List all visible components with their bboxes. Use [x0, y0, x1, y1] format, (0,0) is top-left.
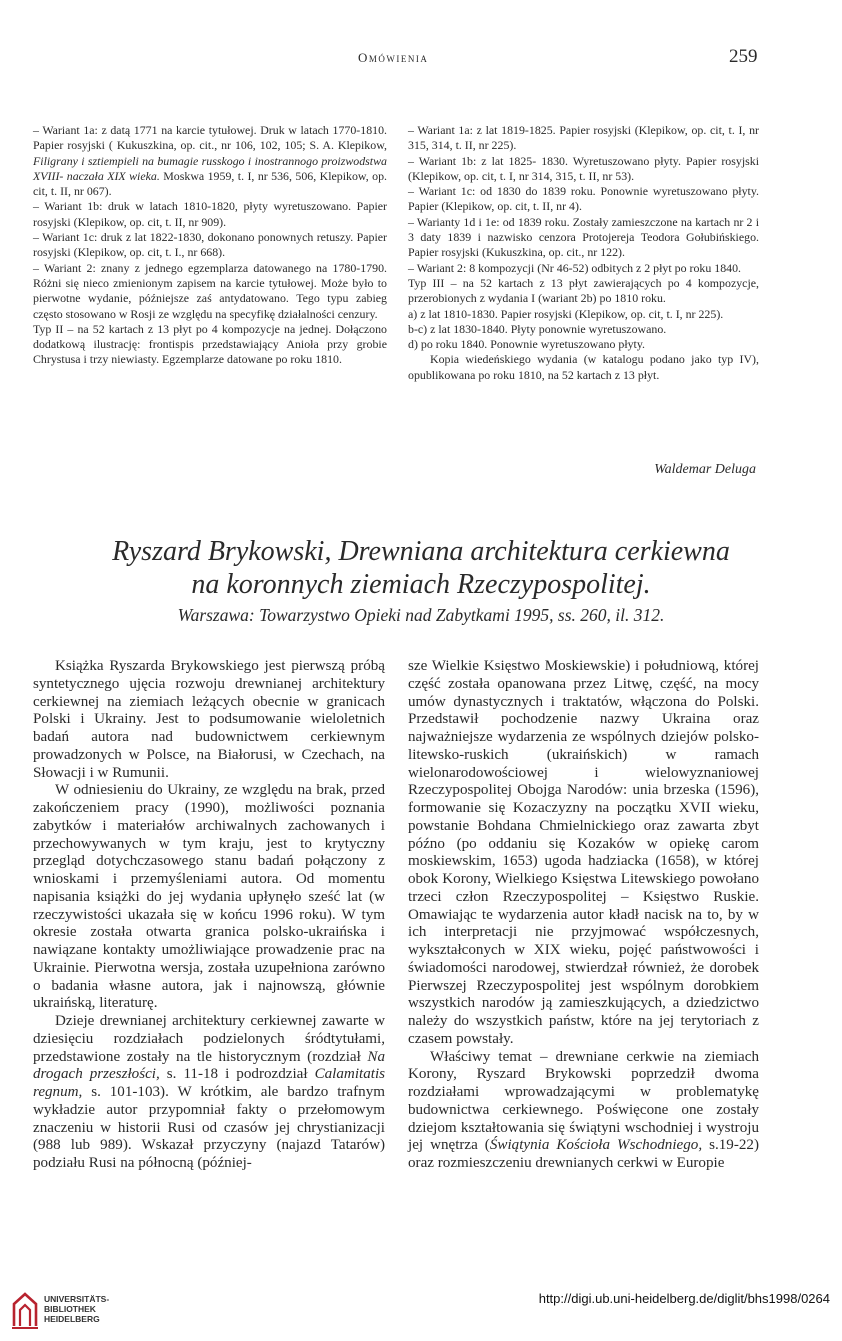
review-title-line1: Ryszard Brykowski, Drewniana architektura cerkiewna — [112, 536, 730, 567]
body-paragraph: sze Wielkie Księstwo Moskiewskie) i południową, której część została opanowana przez Litwę, część, na mocy umów dynastycznych i traktatów, włączona do Polski. Przedstawił pochodzenie nazwy Ukraina oraz najważniejsze wydarzenia ze wspólnych dziejów polsko-litewsko-ruskich (ukraińskich) w ramach wielonarodowościowej i wielowyznaniowej Rzeczypospolitej Obojga Narodów: unia brzeska (1596), formowanie się Kozaczyzny na początku XVII wieku, powstanie Bohdana Chmielnickiego oraz zawarta zbyt późno (po oddaniu się Kozaków w opiekę carom moskiewskim, 1653) ugoda hadziacka (1658), w której obok Korony, Wielkiego Księstwa Litewskiego powołano trzeci człon Rzeczypospolitej – Księstwo Ruskie. Omawiając te wydarzenia autor kładł nacisk na to, by w ich interpretacji nie przyjmować współczesnych, wykształconych w XIX wieku, pojęć państwowości i świadomości narodowej, stwierdzał również, że dorobek Pierwszej Rzeczypospolitej jest wspólnym dorobkiem wszystkich narodów ją zamieszkujących, a dziedzictwo należy do wszystkich państw, które na jej terytoriach z czasem powstały. — [408, 658, 759, 1047]
page-number: 259 — [729, 46, 758, 67]
note-paragraph: Typ II – na 52 kartach z 13 płyt po 4 kompozycje na jednej. Dołączono dodatkową ilustrację: frontispis przedstawiający Anioła przy grobie Chrystusa i trzy niewiasty. Egzemplarze datowane po roku 1810. — [33, 321, 387, 367]
note-paragraph: – Wariant 1c: od 1830 do 1839 roku. Ponownie wyretuszowano płyty. Papier (Klepikow, op. cit, t. II, nr 4). — [408, 184, 759, 214]
notes-right-column — [408, 123, 759, 383]
note-paragraph: – Wariant 1a: z datą 1771 na karcie tytułowej. Druk w latach 1770-1810. Papier rosyjski ( Kukuszkina, op. cit., nr 106, 102, 105; S. A. Klepikow, Filigrany i sztiempieli na bumagie russkogo i inostrannogo proizwodstwa XVIII- naczała XIX wieka. Moskwa 1959, t. I, nr 536, 506, Klepikow, op. cit, t. II, nr 067). — [33, 123, 387, 199]
body-left-column — [33, 658, 385, 1173]
note-paragraph: b-c) z lat 1830-1840. Płyty ponownie wyretuszowano. — [408, 321, 667, 336]
review-title-line2: na koronnych ziemiach Rzeczypospolitej. — [191, 569, 651, 600]
note-paragraph: – Wariant 1a: z lat 1819-1825. Papier rosyjski (Klepikow, op. cit, t. I, nr 315, 314, t. II, nr 225). — [408, 123, 759, 153]
note-paragraph: d) po roku 1840. Ponownie wyretuszowano płyty. — [408, 337, 646, 352]
body-paragraph: W odniesieniu do Ukrainy, ze względu na brak, przed zakończeniem pracy (1990), możliwości poznania zabytków i materiałów archiwalnych zachowanych i przechowywanych w tym kraju, jest to krytyczny przegląd dotychczasowego stanu badań połączony z wnioskami i przemyśleniami autora. Od momentu napisania książki do jej wydania upłynęło sześć lat (w rzeczywistości ukazała się w końcu 1996 roku). W tym okresie została otwarta granica polsko-ukraińska i nawiązane kontakty umożliwiające prowadzenie prac na Ukrainie. Pierwotna wersja, została uzupełniona zarówno o badania własne autora, jak i najnowszą, głównie ukraińską, literaturę. — [33, 782, 385, 1012]
university-library-logo — [10, 1290, 40, 1335]
note-paragraph: Typ III – na 52 kartach z 13 płyt zawierających po 4 kompozycje, przerobionych z wydania I (wariant 2b) po 1810 roku. — [408, 275, 759, 306]
note-paragraph: – Wariant 1c: druk z lat 1822-1830, dokonano ponownych retuszy. Papier rosyjski (Klepikow, op. cit, t. I., nr 668). — [33, 230, 387, 260]
note-paragraph: – Wariant 2: 8 kompozycji (Nr 46-52) odbitych z 2 płyt po roku 1840. — [408, 260, 742, 275]
note-paragraph: – Warianty 1d i 1e: od 1839 roku. Zostały zamieszczone na kartach nr 2 i 3 daty 1839 i nazwisko cenzora Protojereja Teodora Gołubińskiego. Papier rosyjski (Kukuszkina, op. cit., nr 122). — [408, 214, 759, 260]
body-paragraph: Dzieje drewnianej architektury cerkiewnej zawarte w dziesięciu rozdziałach podzielonych śródtytułami, przedstawione zostały na tle historycznym (rozdział Na drogach przeszłości, s. 11-18 i podrozdział Calamitatis regnum, s. 101-103). W krótkim, ale bardzo trafnym wykładzie autor przypomniał fakty o przełomowym znaczeniu w historii Rusi od czasów jej chrystianizacji (988 lub 989). Wskazał przyczyny (najazd Tatarów) podziału Rusi na północną (później- — [33, 1013, 386, 1171]
note-paragraph: a) z lat 1810-1830. Papier rosyjski (Klepikow, op. cit, t. I, nr 225). — [408, 306, 724, 321]
running-title: Omówienia — [358, 50, 429, 65]
review-publication-info: Warszawa: Towarzystwo Opieki nad Zabytkami 1995, ss. 260, il. 312. — [177, 605, 665, 625]
note-paragraph: – Wariant 1b: z lat 1825- 1830. Wyretuszowano płyty. Papier rosyjski (Klepikow, op. cit, t. I, nr 314, 315, t. II, nr 53). — [408, 153, 759, 183]
body-paragraph: Właściwy temat – drewniane cerkwie na ziemiach Korony, Ryszard Brykowski poprzedził dwoma rozdziałami wprowadzającymi w problematykę budownictwa cerkiewnego. Poświęcone one zostały dziejom kształtowania się świątyni wschodniej i wystroju jej wnętrza (Świątynia Kościoła Wschodniego, s.19-22) oraz rozmieszczeniu drewnianych cerkwi w Europie — [408, 1048, 759, 1171]
author-signature: Waldemar Deluga — [654, 462, 756, 477]
note-paragraph: – Wariant 2: znany z jednego egzemplarza datowanego na 1780-1790. Różni się nieco zmienionym zapisem na karcie tytułowej. Może było to pierwotne wydanie, późniejsze zaś antydatowano. Tego typu zabieg często stosowano w Rosji ze względu na specyfikę działalności cenzury. — [33, 260, 387, 321]
note-paragraph: Kopia wiedeńskiego wydania (w katalogu podano jako typ IV), opublikowana po roku 1810, na 52 kartach z 13 płyt. — [408, 352, 759, 382]
university-library-name: UNIVERSITÄTS- BIBLIOTHEK HEIDELBERG — [44, 1294, 110, 1324]
note-paragraph: – Wariant 1b: druk w latach 1810-1820, płyty wyretuszowano. Papier rosyjski (Klepikow, op. cit, t. II, nr 909). — [33, 199, 387, 229]
notes-left-column — [33, 123, 387, 368]
body-right-column — [408, 658, 759, 1173]
source-url-link[interactable]: http://digi.ub.uni-heidelberg.de/diglit/bhs1998/0264 — [538, 1291, 830, 1306]
body-paragraph: Książka Ryszarda Brykowskiego jest pierwszą próbą syntetycznego ujęcia rozwoju drewnianej architektury cerkiewnej na ziemiach leżących obecnie w granicach Polski i Ukrainy. Jest to podsumowanie wieloletnich badań autora nad budownictwem cerkiewnym prowadzonych w Polsce, na Białorusi, w Czechach, na Słowacji i w Rumunii. — [33, 658, 385, 781]
